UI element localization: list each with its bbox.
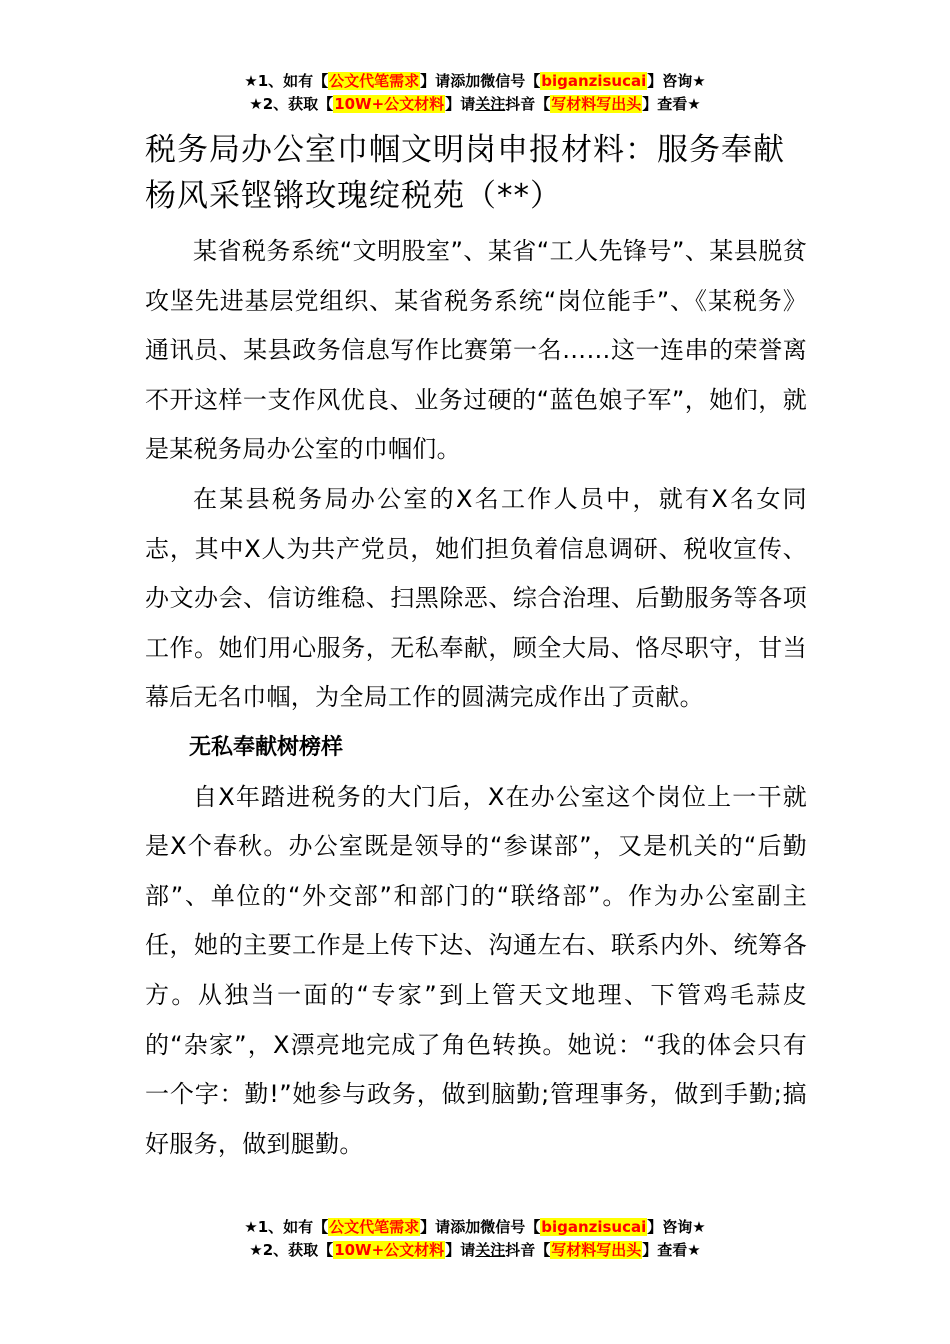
promo-emphasis: 添加 (450, 1218, 481, 1236)
promo-line-2 (0, 93, 950, 116)
promo-text: 抖音【 (505, 95, 551, 113)
promo-highlight: 公文代笔需求 (329, 1218, 420, 1236)
promo-line-1 (0, 1216, 950, 1239)
promo-text: 微信号【 (480, 72, 541, 90)
promo-line-1 (0, 70, 950, 93)
promo-emphasis: 添加 (450, 72, 481, 90)
promo-banner-top (0, 70, 950, 116)
promo-highlight: 写材料写出头 (551, 1241, 642, 1259)
promo-highlight: 写材料写出头 (551, 95, 642, 113)
promo-highlight: 公文代笔需求 (329, 72, 420, 90)
document-title: 税务局办公室巾帼文明岗申报材料：服务奉献杨风采铿锵玫瑰绽税苑（**） (145, 132, 785, 214)
promo-text: ★1、如有【 (244, 72, 329, 90)
promo-text: 抖音【 (505, 1241, 551, 1259)
paragraph-example: 自X年踏进税务的大门后，X在办公室这个岗位上一干就是X个春秋。办公室既是领导的“参谋部”，又是机关的“后勤部”、单位的“外交部”和部门的“联络部”。作为办公室副主任，她的主要工作是上传下达、沟通左右、联系内外、统筹各方。从独当一面的“专家”到上管天文地理、下管鸡毛蒜皮的“杂家”，X漂亮地完成了角色转换。她说：“我的体会只有一个字：勤!”她参与政务，做到脑勤;管理事务，做到手勤;搞好服务，做到腿勤。 (145, 782, 807, 1158)
promo-highlight: 10W+公文材料 (334, 95, 445, 113)
promo-text: 】请 (445, 95, 476, 113)
promo-emphasis: 关注 (475, 1241, 506, 1259)
promo-highlight: biganzisucai (541, 1218, 647, 1236)
promo-text: ★2、获取【 (249, 1241, 334, 1259)
promo-highlight: biganzisucai (541, 72, 647, 90)
promo-text: ★2、获取【 (249, 95, 334, 113)
promo-text: 】查看★ (642, 1241, 701, 1259)
promo-banner-bottom (0, 1216, 950, 1262)
section-heading: 无私奉献树榜样 (189, 734, 344, 760)
promo-text: 】查看★ (642, 95, 701, 113)
promo-text: ★1、如有【 (244, 1218, 329, 1236)
promo-highlight: 10W+公文材料 (334, 1241, 445, 1259)
document-body (145, 127, 807, 1169)
promo-text: 】请 (420, 1218, 451, 1236)
paragraph-staff: 在某县税务局办公室的X名工作人员中，就有X名女同志，其中X人为共产党员，她们担负着信息调研、税收宣传、办文办会、信访维稳、扫黑除恶、综合治理、后勤服务等各项工作。她们用心服务，无私奉献，顾全大局、恪尽职守，甘当幕后无名巾帼，为全局工作的圆满完成作出了贡献。 (145, 484, 807, 712)
paragraph-honors: 某省税务系统“文明股室”、某省“工人先锋号”、某县脱贫攻坚先进基层党组织、某省税务系统“岗位能手”、《某税务》通讯员、某县政务信息写作比赛第一名……这一连串的荣誉离不开这样一支作风优良、业务过硬的“蓝色娘子军”，她们，就是某税务局办公室的巾帼们。 (145, 237, 807, 464)
promo-text: 】咨询★ (647, 1218, 706, 1236)
promo-line-2 (0, 1239, 950, 1262)
promo-text: 微信号【 (480, 1218, 541, 1236)
promo-text: 】咨询★ (647, 72, 706, 90)
promo-text: 】请 (445, 1241, 476, 1259)
promo-emphasis: 关注 (475, 95, 506, 113)
promo-text: 】请 (420, 72, 451, 90)
